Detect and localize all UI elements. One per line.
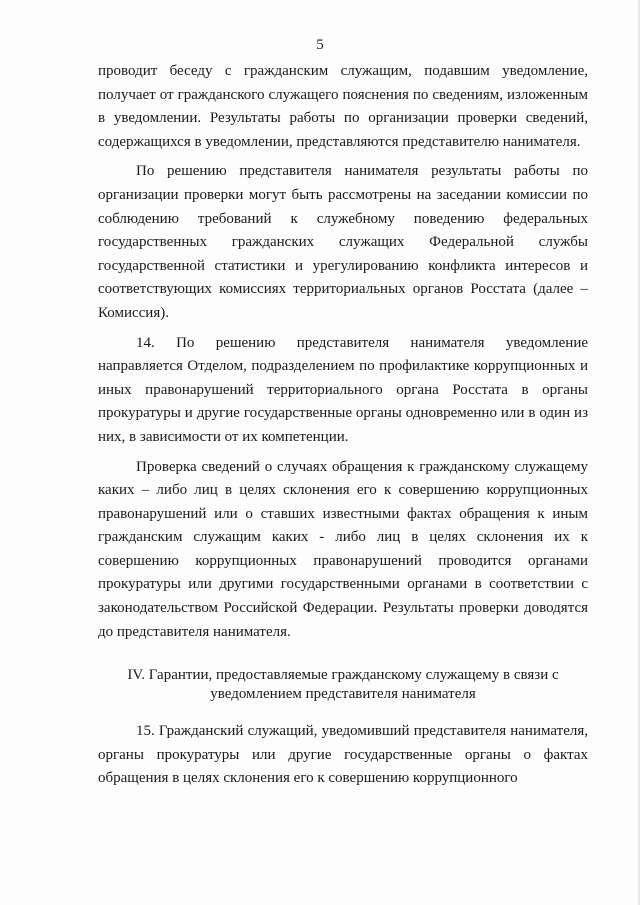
paragraph-item-15: 15. Гражданский служащий, уведомивший представителя нанимателя, органы прокуратуры или другие государственные органы о фактах обращения в целях склонения его к совершению коррупционного <box>98 723 588 787</box>
paragraph-commission: По решению представителя нанимателя результаты работы по организации проверки могут быть рассмотрены на заседании комиссии по соблюдению требований к служебному поведению федеральных государственных гражданских служащих Федеральной службы государственной статистики и урегулированию конфликта интересов и соответствующих комиссиях территориальных органов Росстата (далее – Комиссия). <box>98 163 588 321</box>
document-body <box>98 60 588 791</box>
paragraph-item-14: 14. По решению представителя нанимателя уведомление направляется Отделом, подразделением по профилактике коррупционных и иных правонарушений территориального органа Росстата в органы прокуратуры и другие государственные органы одновременно или в один из них, в зависимости от их компетенции. <box>98 334 588 445</box>
page-number: 5 <box>316 37 324 53</box>
paragraph-continuation: проводит беседу с гражданским служащим, подавшим уведомление, получает от гражданского служащего пояснения по сведениям, изложенным в уведомлении. Результаты работы по организации проверки сведений, содержащихся в уведомлении, представляются представителю нанимателя. <box>98 63 588 150</box>
paragraph-verification: Проверка сведений о случаях обращения к гражданскому служащему каких – либо лиц в целях склонения его к совершению коррупционных правонарушений или о ставших известными фактах обращения к иным гражданским служащим каких - либо лиц в целях склонения их к совершению коррупционных правонарушений проводится органами прокуратуры или другими государственными органами в соответствии с законодательством Российской Федерации. Результаты проверки доводятся до представителя нанимателя. <box>98 458 588 640</box>
section-heading-iv: IV. Гарантии, предоставляемые гражданскому служащему в связи с уведомлением представителя нанимателя <box>127 667 559 703</box>
